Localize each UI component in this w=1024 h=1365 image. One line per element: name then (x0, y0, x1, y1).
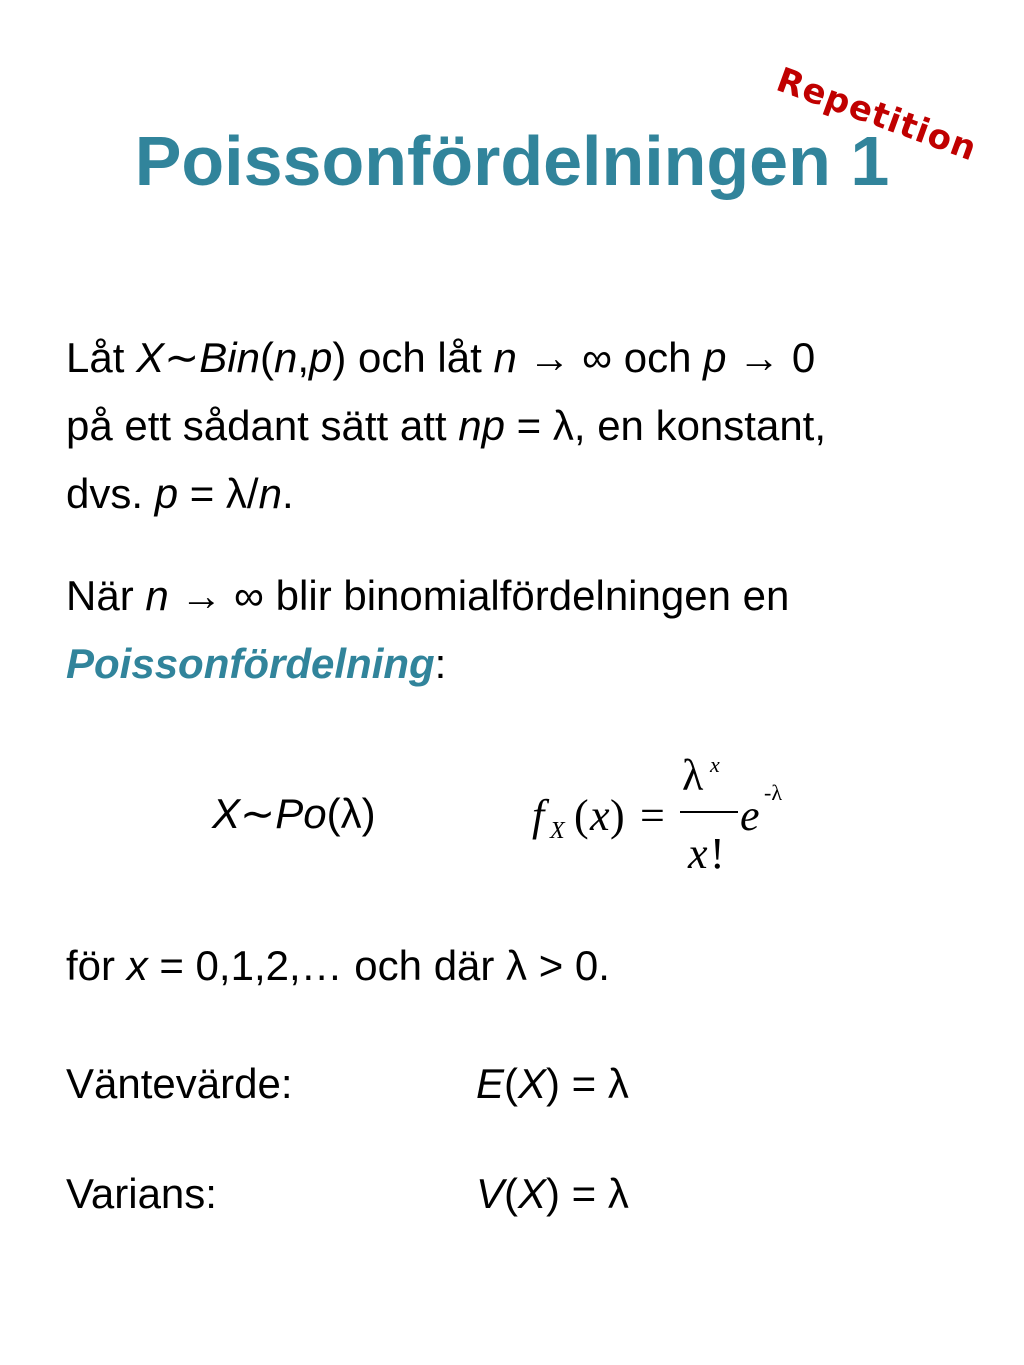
expectation-label: Väntevärde: (66, 1060, 293, 1107)
repetition-stamp: Repetition (771, 60, 983, 170)
support-line: för x = 0,1,2,… och där λ > 0. (66, 942, 610, 989)
distribution-notation: X∼Po(λ) (212, 790, 376, 837)
variance-label: Varians: (66, 1170, 217, 1217)
limit-line-2: Poissonfördelning: (66, 640, 447, 687)
fraction-bar (680, 811, 738, 813)
intro-line-1: Låt X∼Bin(n,p) och låt n → ∞ och p → 0 (66, 334, 816, 381)
variance-value: V(X) = λ (476, 1170, 629, 1217)
page-title: Poissonfördelningen 1 (134, 122, 890, 200)
expectation-value: E(X) = λ (476, 1060, 629, 1107)
intro-line-2: på ett sådant sätt att np = λ, en konstant, (66, 402, 827, 449)
poisson-term: Poissonfördelning (66, 640, 435, 687)
intro-line-3: dvs. p = λ/n. (66, 470, 294, 517)
limit-line-1: När n → ∞ blir binomialfördelningen en (66, 572, 790, 619)
